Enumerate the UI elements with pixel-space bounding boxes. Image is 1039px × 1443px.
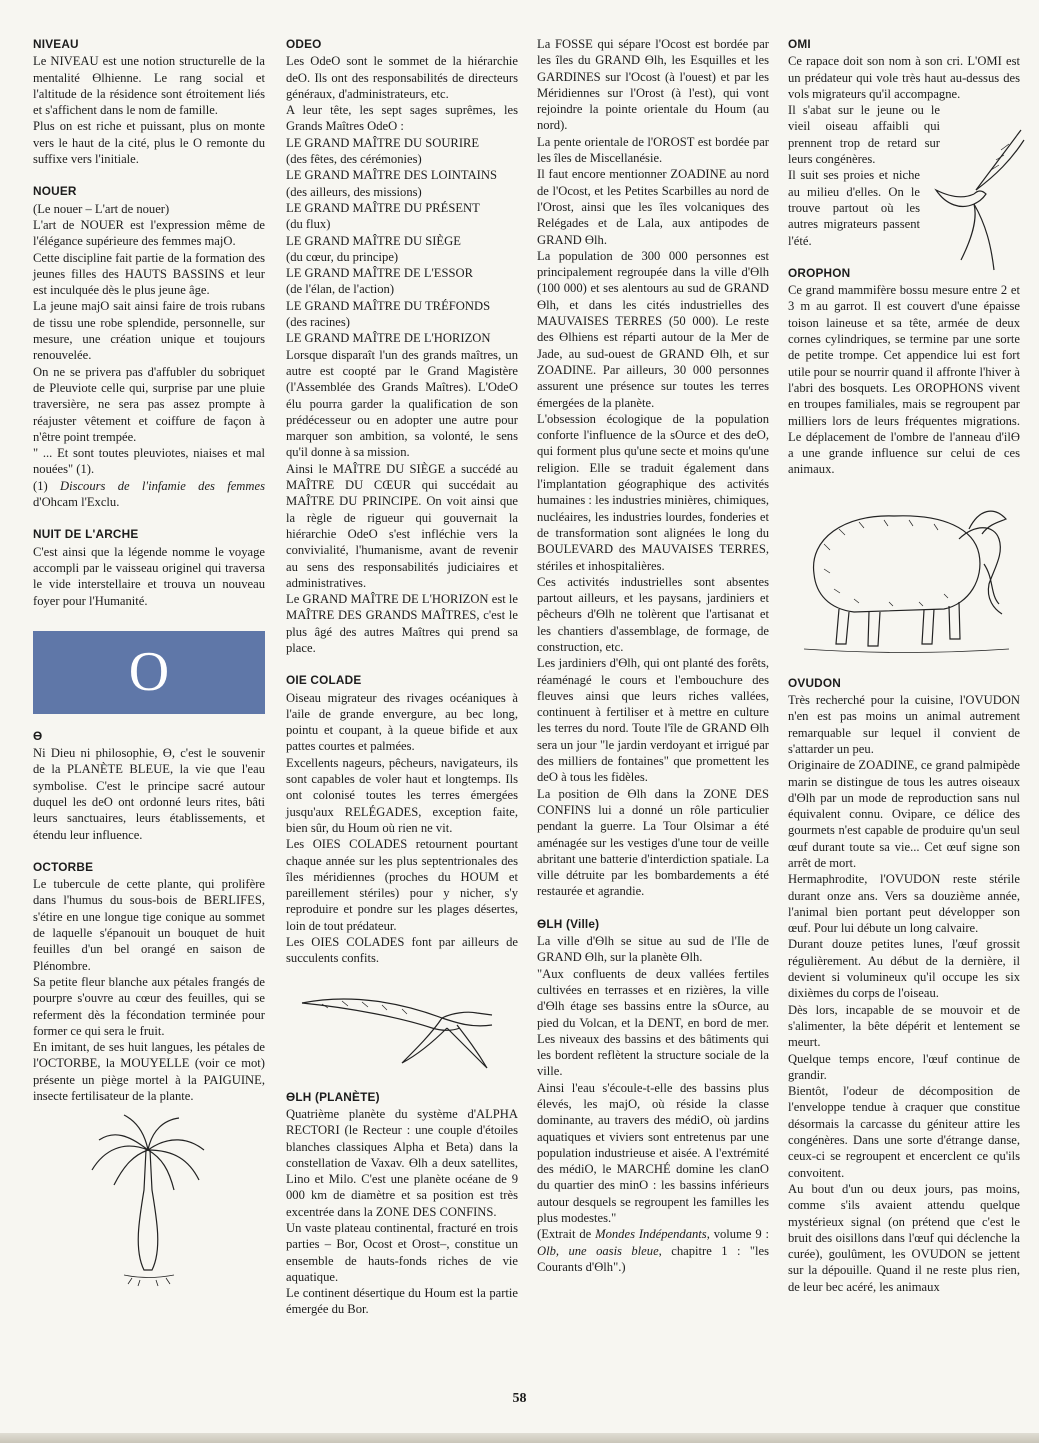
octorbe-illustration [84,1110,214,1290]
reference-volume: Olb, une oasis bleue [537,1243,659,1258]
list-item: (du cœur, du principe) [286,249,399,264]
entry-text: Un vaste plateau continental, fracturé en trois parties – Bor, Ocost et Orost–, constitue un ensemble de hauts-fonds riches de vie aquatique. [286,1221,518,1284]
entry-title-nuit-de-l-arche: NUIT DE L'ARCHE [33,527,139,542]
list-item: (des fêtes, des cérémonies) [286,152,422,167]
oie-colade-illustration [292,973,512,1073]
entry-text: Il suit ses proies et niche au milieu d'elles. On le trouve partout où les autres migrateurs passent l'été. [788,168,920,248]
entry-text: La FOSSE qui sépare l'Ocost est bordée par les îles du GRAND ϴlh, les Esquilles et les GARDINES sur l'Ocost (à l'ouest) et par les Méridiennes sur l'Orost (à l'est), qui vont rejoindre la pointe orientale du Houm (au nord). [537,37,769,133]
section-letter: O [128,641,170,704]
entry-text: Quelque temps encore, l'œuf continue de grandir. [788,1051,1020,1082]
entry-text: Le tubercule de cette plante, qui prolifère dans l'humus du sous-bois de BERLIFES, s'étire en une longue tige conique au sommet de laquelle s'épanouit un bouquet de huit feuilles d'un bel orangé en saison de Plénombre. [33,877,265,973]
entry-text: La jeune majO sait ainsi faire de trois rubans de tissu une robe splendide, personnelle, sur mesure, une création unique et toujours renouvelée. [33,299,265,363]
entry-text: Dès lors, incapable de se mouvoir et de s'alimenter, la bête dépérit et lentement se meurt. [788,1002,1020,1050]
column-2 [286,36,518,1318]
entry-text: Originaire de ZOADINE, ce grand palmipède marin se distingue de tous les autres oiseaux d'ϴlh par un mode de reproduction sans nul équivalent connu. Ovipare, ce délice des gourmets n'est capable de produire qu'un seul œuf durant toute sa vie... Cet œuf signe son arrêt de mort. [788,758,1020,870]
entry-text: "Aux confluents de deux vallées fertiles cultivées en terrasses et en rizières, la ville d'ϴlh étage ses bassins entre la sOurce, au pied du Volcan, et la DENT, en bord de mer. Les niveaux des bassins et des bâtiments qui les bordent reflètent la structure sociale de la ville. [537,966,769,1079]
entry-text: Quatrième planète du système d'ALPHA RECTORI (le Recteur : une couple d'étoiles blanches classiques Alpha et Beta) dans la constellation de Vaxav. ϴlh a deux satellites, Lino et Milo. C'est une planète océane de 9 000 km de diamètre et sa position est très excentrée dans la ZONE DES CONFINS. [286,1106,518,1219]
entry-text: En imitant, de ses huit langues, les pétales de l'OCTORBE, la MOUYELLE (voir ce mot) présente un piège mortel à la PAIGUINE, insecte fertilisateur de la plante. [33,1040,265,1104]
entry-title-olh-ville: ϴLH (Ville) [537,916,600,931]
footnote-title: Discours de l'infamie des femmes [59,478,265,493]
entry-text: Oiseau migrateur des rivages océaniques à l'aile de grande envergure, au bec long, pointu et coupant, à la queue bifide et aux pattes courtes et palmées. [286,690,518,754]
entry-text: Les jardiniers d'ϴlh, qui ont planté des forêts, réaménagé le cours et l'embouchure des fleuves ainsi que leurs riches vallées, continuent à fertiliser et à mettre en culture les terres du nord. Toute l'île de GRAND ϴlh sera un jour "le jardin verdoyant et irrigué par des milliers de fontaines" que promettent les deO à tous les fidèles. [537,656,769,785]
reference-text: , volume 9 : [706,1227,770,1242]
entry-text: Il s'abat sur le jeune ou le vieil oiseau affaibli qui prennent trop de retard sur leurs congénères. [788,103,940,167]
entry-text: Le continent désertique du Houm est la partie émergée du Bor. [286,1286,518,1317]
entry-text: Cette discipline fait partie de la formation des jeunes filles des HAUTS BASSINS et leur est inculquée dès le plus jeune âge. [33,250,265,298]
entry-text: Excellents nageurs, pêcheurs, navigateurs, ils sont capables de voler haut et longtemps. Ils ont colonisé toutes les terres émergées jusqu'aux RELÉGADES, exception faite, bien sûr, du Houm où rien ne vit. [286,755,518,835]
entry-text: Très recherché pour la cuisine, l'OVUDON n'en est pas moins un animal autrement remarquable sur lequel il convient de s'attarder un peu. [788,693,1020,756]
list-item: (des ailleurs, des missions) [286,184,422,199]
entry-text: Durant douze petites lunes, l'œuf grossit régulièrement. Au début de la dernière, il devient si volumineux qu'il occupe les six dixièmes du corps de l'oiseau. [788,937,1020,1001]
entry-text: Au bout d'un ou deux jours, pas moins, comme s'ils avaient attendu quelque mystérieux signal (on prétend que c'est le bruit des oisillons dans l'œuf qui déclenche la curée), goulûment, les OVUDON se jettent sur la dépouille. Quand il ne reste plus rien, de leur bec acéré, les animaux [788,1181,1020,1294]
entry-title-nouer: NOUER [33,184,77,199]
entry-text: Ainsi l'eau s'écoule-t-elle des bassins plus élevés, les majO, où réside la classe dominante, au travers des médiO, où jardins aquatiques et viviers sont entretenus par une population industrieuse et aisée. A l'extrémité des médiO, le MARCHÉ domine les clanO du quartier des minO : les bassins inférieurs autour desquels se regroupent les familles les plus modestes." [537,1080,769,1226]
entry-title-ovudon: OVUDON [788,675,841,690]
omi-illustration [916,120,1026,280]
list-item: (des racines) [286,315,350,330]
entry-text: Hermaphrodite, l'OVUDON reste stérile durant onze ans. Vers sa douzième année, l'animal bien portant peut développer son œuf. Pour lui débute un long calvaire. [788,872,1020,936]
entry-text: Sa petite fleur blanche aux pétales frangés de pourpre s'ouvre au cœur des feuilles, qui se referment dès la fécondation terminée pour former ce qui sera le fruit. [33,974,265,1038]
entry-title-octorbe: OCTORBE [33,859,94,874]
entry-text: La position de ϴlh dans la ZONE DES CONFINS lui a donné un rôle particulier pendant la guerre. La Tour Olsimar a été aménagée sur les vestiges d'une tour de veille abritant une batterie d'interdiction spatiale. La ville détruite par les bombardements a été restaurée et agrandie. [537,786,769,899]
entry-text: Les OdeO sont le sommet de la hiérarchie deO. Ils ont des responsabilités de directeurs généraux, d'administrateurs, etc. [286,54,518,101]
entry-text: Le NIVEAU est une notion structurelle de la mentalité ϴlhienne. Le rang social et l'altitude de la résidence sont étroitement liés et s'affichent dans le nom de famille. [33,54,265,118]
footnote-author: d'Ohcam l'Exclu. [33,495,120,510]
column-4 [788,36,1020,1295]
list-item: LE GRAND MAÎTRE DE L'HORIZON [286,331,491,346]
entry-text: Lorsque disparaît l'un des grands maîtres, un autre est coopté par le Grand Magistère (l'Assemblée des Grands Maîtres). L'OdeO élu pourra garder la qualification de son prédécesseur ou en adopter une autre pour marquer son ambition, sa volonté, le sens qu'il donne à sa mission. [286,347,518,460]
entry-title-o: ϴ [33,728,43,743]
footnote [33,478,265,511]
entry-text: La population de 300 000 personnes est principalement regroupée dans la ville d'ϴlh (100 000) et ses alentours au sud de GRAND ϴlh, et dans les cités industrielles des MAUVAISES TERRES (50 000). Le reste des ϴlhiens est réparti autour de la Mer de Jade, au sud-ouest de GRAND ϴlh, et sur ZOADINE. Par ailleurs, 30 000 personnes assurent une présence sur toutes les terres émergées de la planète. [537,248,769,410]
entry-title-oie-colade: OIE COLADE [286,673,362,688]
entry-text: Les OIES COLADES font par ailleurs de succulents confits. [286,935,518,966]
entry-text: Ces activités industrielles sont absentes partout ailleurs, et les paysans, jardiniers et pêcheurs d'ϴlh ne tolèrent que l'artisanat et les chantiers d'assemblage, de formage, de construction, etc. [537,574,769,654]
page-bottom-edge [0,1433,1039,1443]
entry-subtitle: (Le nouer – L'art de nouer) [33,201,170,216]
entry-title-odeo: ODEO [286,37,322,51]
reference-text: (Extrait de [537,1227,596,1242]
list-item: LE GRAND MAÎTRE DU SIÈGE [286,233,461,248]
source-reference [537,1226,769,1275]
entry-text: Le GRAND MAÎTRE DE L'HORIZON est le MAÎTRE DES GRANDS MAÎTRES, c'est le plus âgé des autres Maîtres qui prend sa place. [286,592,518,655]
page-number: 58 [512,1391,527,1406]
entry-text: Plus on est riche et puissant, plus on monte vers le haut de la cité, plus le O remonte du suffixe vers l'initiale. [33,119,265,167]
entry-text: L'art de NOUER est l'expression même de l'élégance supérieure des femmes majO. [33,217,265,249]
list-item: LE GRAND MAÎTRE DU SOURIRE [286,135,480,150]
column-3 [537,36,769,1275]
list-item: LE GRAND MAÎTRE DES LOINTAINS [286,168,497,183]
entry-text: On ne se privera pas d'affubler du sobriquet de Pleuviote celle qui, surprise par une pluie traversière, ne sera pas assez prompte à réajuster vêtement et coiffure de façon à n'être point trempée. [33,364,265,444]
entry-text: Les OIES COLADES retournent pourtant chaque année sur les plus septentrionales des îles méridiennes (proches du HOUM et pareillement stériles) pour y nicher, s'y reproduire et pondre sur les plages désertes, loin de tout prédateur. [286,837,518,933]
footnote-number: (1) [33,478,60,493]
entry-text: Bientôt, l'odeur de décomposition de l'enveloppe tendue à craquer que constitue désormais la carcasse du géniteur attire les congénères. Dans une sorte d'étrange danse, ceux-ci se regroupent et encerclent ce qu'ils convoitent. [788,1084,1020,1180]
list-item: LE GRAND MAÎTRE DE L'ESSOR [286,266,473,281]
entry-text: Il faut encore mentionner ZOADINE au nord de l'Ocost, et les Petites Scarbilles au nord de l'Orost, ainsi que les îles volcaniques des Relégades et de Lala, aux antipodes de GRAND ϴlh. [537,167,769,247]
column-1 [33,36,265,1296]
entry-text: C'est ainsi que la légende nomme le voyage accompli par le vaisseau originel qui traversa le vide interstellaire et trouva un nouveau foyer pour l'Humanité. [33,544,265,608]
entry-text: La pente orientale de l'OROST est bordée par les îles de Miscellanésie. [537,134,769,166]
orophon-illustration [794,484,1014,659]
entry-title-orophon: OROPHON [788,265,851,280]
entry-text: Ce rapace doit son nom à son cri. L'OMI est un prédateur qui vole très haut au-dessus des vols migrateurs qu'il accompagne. [788,54,1020,101]
list-item: LE GRAND MAÎTRE DU PRÉSENT [286,200,480,215]
entry-quote: " ... Et sont toutes pleuviotes, niaises et mal nouées" (1). [33,446,265,477]
entry-text: L'obsession écologique de la population conforte l'influence de la sOurce et des deO, qui forment plus qu'une secte et moins qu'une religion. Elle se traduit également dans l'implantation géographique des activités humaines : les industries minières, chimiques, nucléaires, les industries lourdes, fonderies et de transformation sont alignées le long du BOULEVARD des MAUVAISES TERRES, stériles et inhospitalières. [537,411,769,573]
entry-title-olh-planete: ϴLH (PLANÈTE) [286,1089,380,1104]
entry-text: La ville d'ϴlh se situe au sud de l'Ile de GRAND ϴlh, sur la planète ϴlh. [537,934,769,965]
entry-text: A leur tête, les sept sages suprêmes, les Grands Maîtres OdeO : [286,103,518,134]
list-item: (du flux) [286,217,331,232]
list-item: (de l'élan, de l'action) [286,282,395,297]
entry-text: Ni Dieu ni philosophie, ϴ, c'est le souvenir de la PLANÈTE BLEUE, la vie que l'eau symbolise. C'est le principe sacré autour duquel les deO ont ordonné leurs rites, bâti leurs sanctuaires, leurs établissements, et étendu leur influence. [33,746,265,842]
reference-title: Mondes Indépendants [595,1227,707,1242]
reference-text: , chapitre 1 : "les Courants d'ϴlh".) [537,1243,769,1274]
entry-text: Ce grand mammifère bossu mesure entre 2 et 3 m au garrot. Il est couvert d'une épaisse toison laineuse et sa tête, armée de deux cornes cylindriques, se termine par une sorte de petite trompe. Cet appendice lui est fort utile pour se nourrir quand il affronte l'hiver à l'abri des bosquets. Les OROPHONS vivent en troupes familiales, mais se regroupent par milliers lors de leurs fréquentes migrations. Le déplacement de l'ombre de l'anneau d'ilϴ a une grande influence sur celui de ces animaux. [788,283,1020,477]
entry-text: Ainsi le MAÎTRE DU SIÈGE a succédé au MAÎTRE DU CŒUR qui succédait au MAÎTRE DU PRINCIPE. On voit ainsi que la règle de rigueur qui gouvernait la hiérarchie OdeO s'est infléchie vers la convivialité, l'humanisme, avant de revenir au sens des responsabilités judiciaires et administratives. [286,461,518,590]
section-letter-banner [33,631,265,714]
entry-title-omi: OMI [788,37,811,51]
list-item: LE GRAND MAÎTRE DU TRÉFONDS [286,298,491,313]
entry-title-niveau: NIVEAU [33,37,79,51]
